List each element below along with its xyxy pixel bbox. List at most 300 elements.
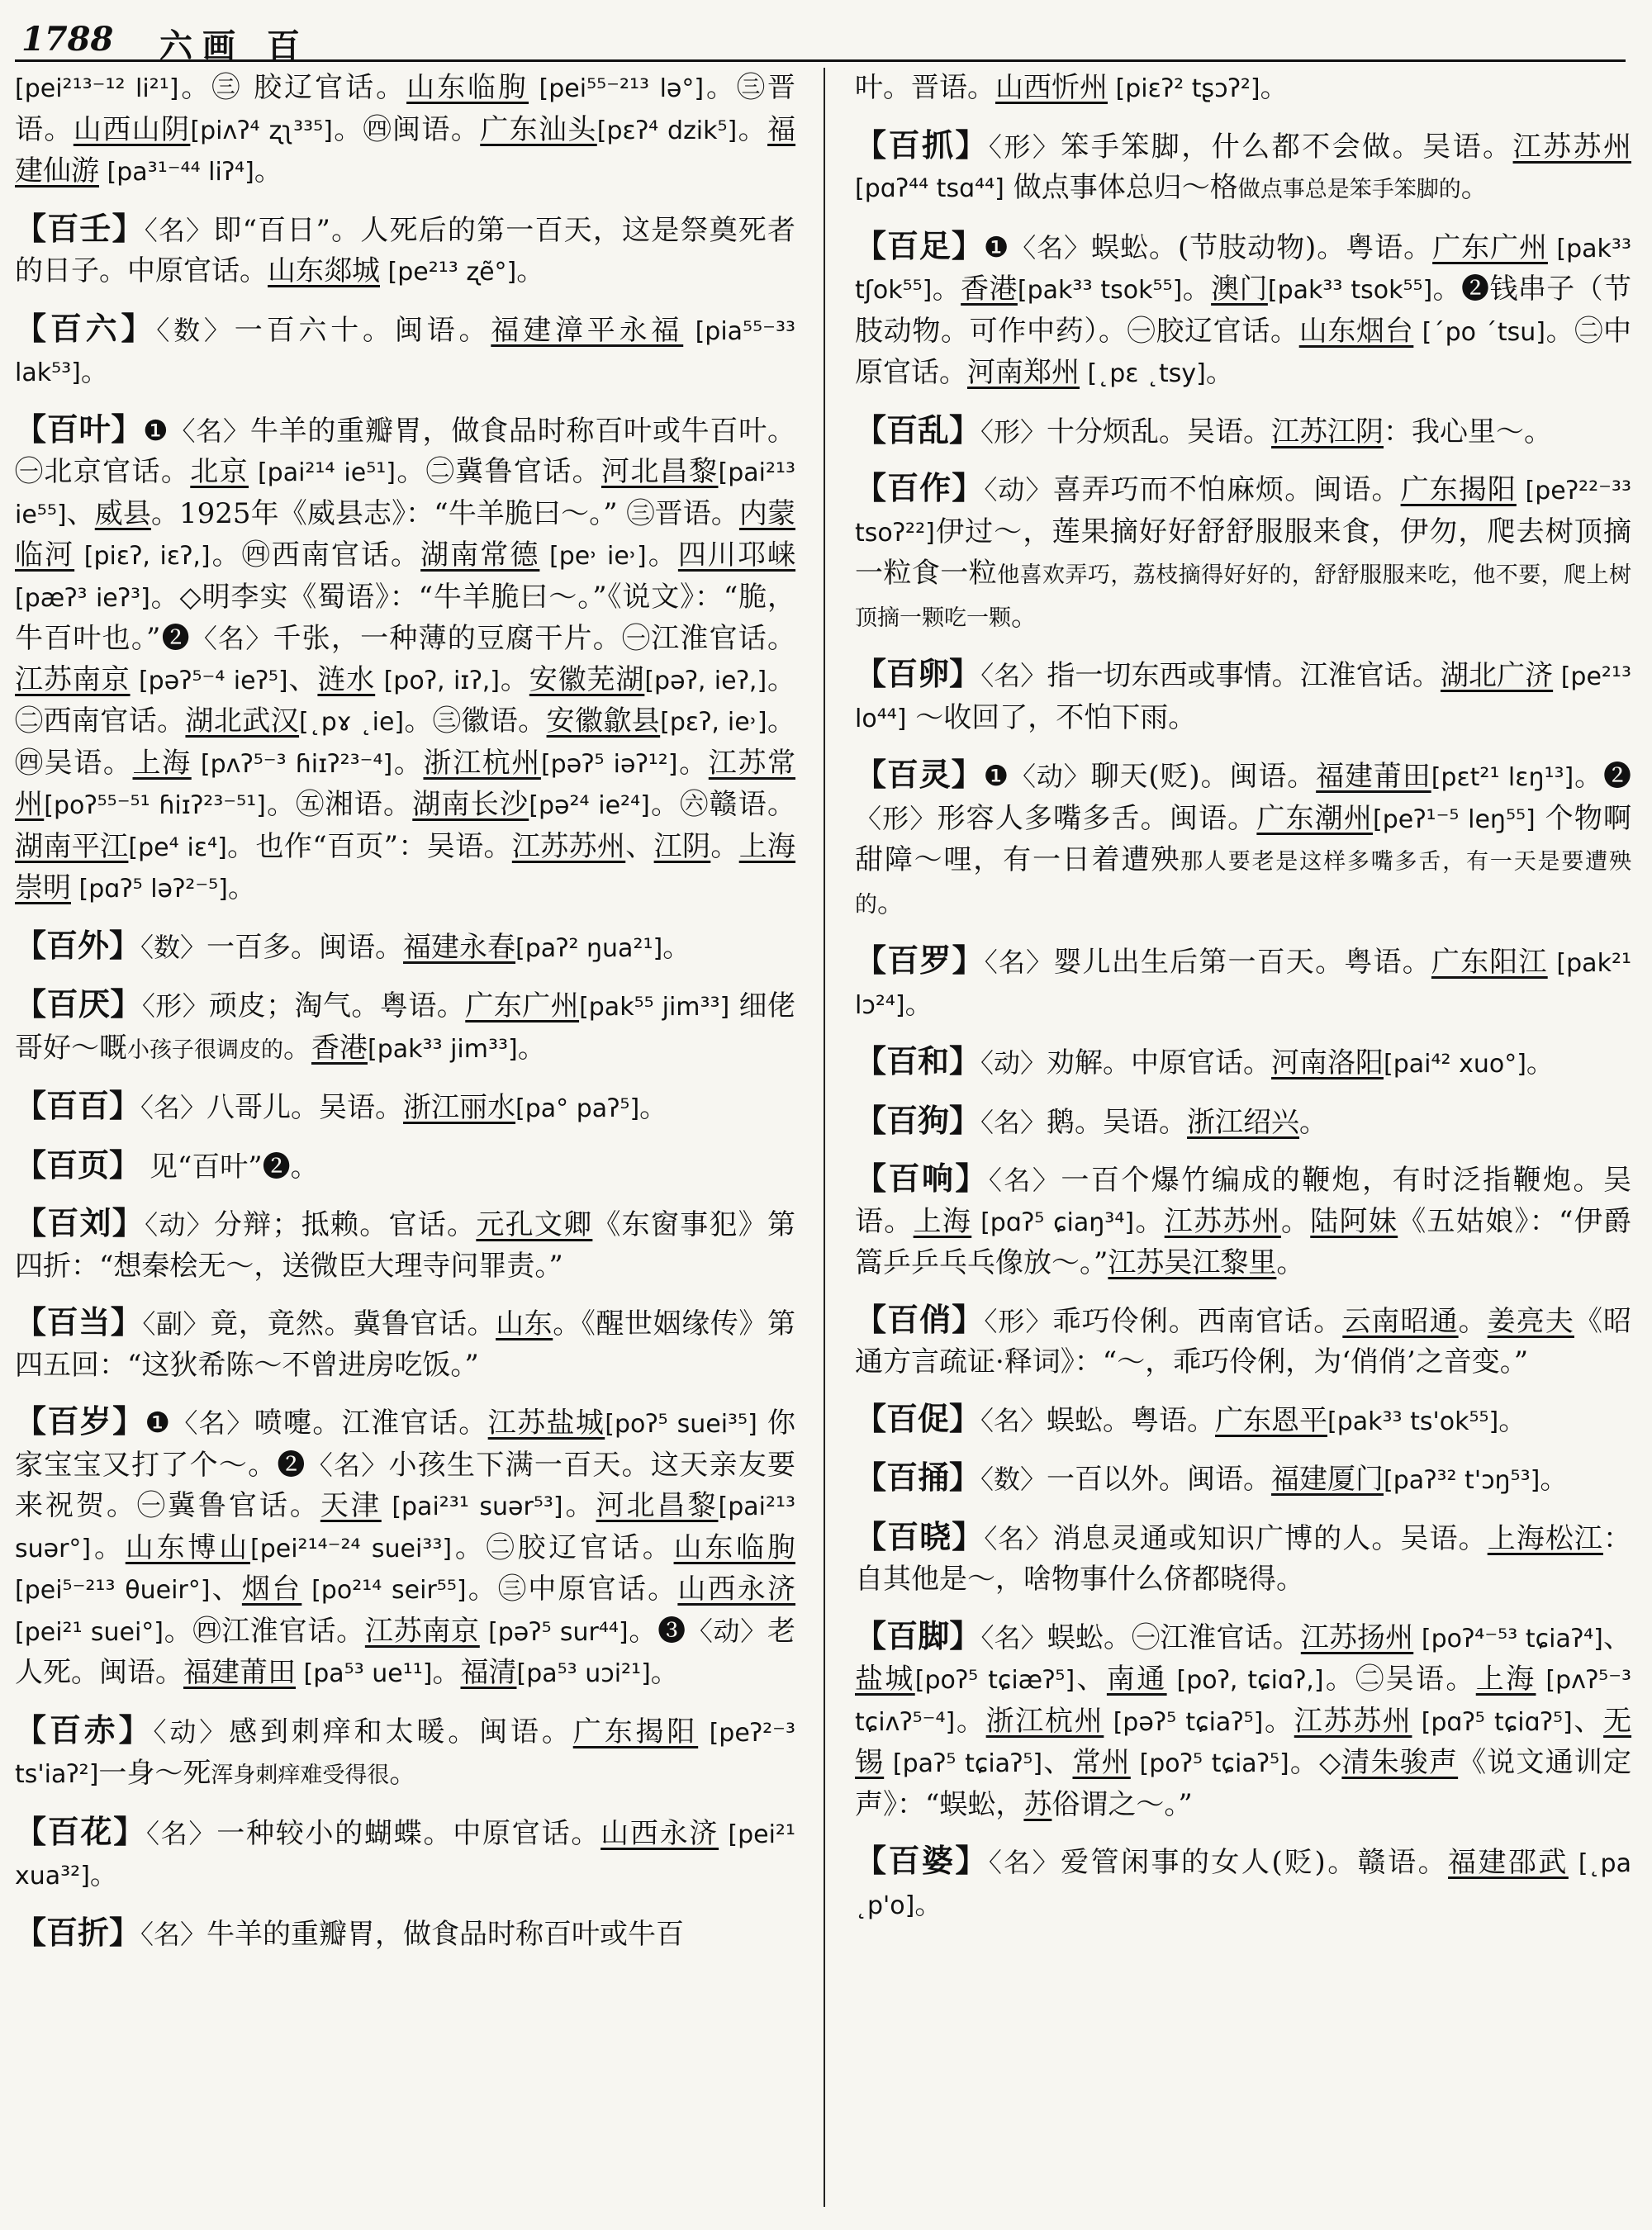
place-name: 福建漳平永福 [491, 313, 684, 347]
dictionary-entry [855, 1516, 1631, 1601]
phonetic-transcription: [pe˒ ie˒] [539, 542, 647, 571]
entry-headword: 【百俏】 [855, 1300, 985, 1338]
entry-text: 。 [283, 1031, 311, 1065]
place-name: 上海松江 [1487, 1521, 1603, 1555]
entry-text: 叶。晋语。 [855, 71, 995, 104]
entry-text: 喜弄巧而不怕麻烦。闽语。 [1052, 473, 1401, 506]
dictionary-entry [15, 208, 795, 293]
place-name: 盐城 [855, 1663, 915, 1696]
place-name: 山西永济 [677, 1573, 796, 1606]
place-name: 江苏常州 [15, 746, 796, 821]
phonetic-transcription: [pa⁵³ ue¹¹] [296, 1659, 433, 1688]
entry-text: 《说文通训定声》：“蜈蚣， [855, 1746, 1632, 1821]
entry-text: 。 [227, 871, 256, 904]
dictionary-entry [15, 1912, 795, 1956]
dictionary-entry [855, 467, 1631, 638]
part-of-speech: 〈形〉 [141, 990, 210, 1022]
entry-text: 。1925年《威县志》：“牛羊脆曰～。” ㊂晋语。 [150, 496, 739, 530]
place-name: 内蒙临河 [15, 496, 796, 572]
entry-text: 。 [904, 987, 933, 1021]
entry-text: 。㊄湘语。 [265, 788, 413, 821]
place-name: 安徽芜湖 [529, 662, 645, 696]
entry-text: 、 [1042, 1746, 1073, 1779]
entry-text: 一身～死 [98, 1757, 211, 1790]
entry-text: 蜈蚣。粤语。 [1047, 1403, 1216, 1437]
part-of-speech: 〈名〉 [146, 1817, 217, 1849]
entry-text: 。㊂晋语。 [15, 71, 796, 146]
place-name: 广东汕头 [480, 112, 597, 146]
dictionary-entry [855, 1840, 1631, 1926]
entry-headword: 【百花】 [15, 1812, 147, 1850]
phonetic-transcription: [pak³³ tʃok⁵⁵] [855, 234, 1631, 305]
part-of-speech: 〈动〉 [980, 1047, 1047, 1079]
dictionary-entry [855, 68, 1631, 110]
place-name: 广东广州 [465, 989, 580, 1022]
place-name: 福建邵武 [1448, 1846, 1569, 1879]
phonetic-transcription: [˛pɛ ˛tsy] [1080, 359, 1206, 388]
place-name: 福建厦门 [1271, 1463, 1384, 1496]
entry-text: 。 [914, 1887, 943, 1921]
entry-headword: 【百壬】 [15, 209, 145, 247]
entry-text: 劝解。中原官话。 [1047, 1046, 1272, 1079]
place-name: 浙江绍兴 [1187, 1105, 1300, 1139]
entry-headword: 【百岁】 [15, 1402, 145, 1440]
place-name: 湖北广济 [1440, 659, 1554, 692]
dictionary-entry [15, 308, 795, 394]
entry-text: 。 [1460, 171, 1489, 204]
place-name: 江苏扬州 [1300, 1620, 1414, 1654]
phonetic-transcription: [pak³³ ts'ok⁵⁵] [1327, 1407, 1499, 1436]
phonetic-transcription: [ˊpo ˊtsu] [1413, 317, 1545, 347]
entry-text: 你家宝宝又打了个～。❷ [15, 1407, 795, 1482]
entry-text: 聊天(贬)。闽语。 [1090, 760, 1317, 793]
entry-text: 。 [254, 154, 282, 187]
place-name: 湖南长沙 [412, 788, 529, 821]
place-name: 广东阳江 [1431, 946, 1548, 979]
entry-text: 蜈蚣。㊀江淮官话。 [1047, 1620, 1301, 1654]
phonetic-transcription: [pai²¹³ suər°] [15, 1492, 796, 1563]
phonetic-transcription: [poʔ⁴⁻⁵³ tɕiaʔ⁴] [1413, 1624, 1603, 1654]
place-name: 山东博山 [125, 1530, 251, 1564]
place-name: 元孔文卿 [476, 1208, 593, 1241]
phonetic-transcription: [pei²¹³⁻¹² li²¹] [15, 74, 179, 103]
phonetic-transcription: [pe²¹³ lo⁴⁴] [855, 662, 1632, 733]
place-name: 清朱骏声 [1341, 1746, 1459, 1779]
place-name: 山东烟台 [1298, 314, 1414, 348]
part-of-speech: 〈数〉 [140, 931, 207, 963]
entry-text: 。 [1134, 1204, 1165, 1238]
dictionary-entry [855, 1158, 1631, 1284]
gloss-note: 他喜欢弄巧，荔枝摘得好好的，舒舒服服来吃，他不要，爬上树顶摘一颗吃一颗 [855, 562, 1631, 631]
entry-text: ❶ [145, 1407, 172, 1440]
phonetic-transcription: [po²¹⁴ seir⁵⁵] [301, 1576, 467, 1605]
phonetic-transcription: [pak³³ tsok⁵⁵] [1017, 276, 1183, 305]
entry-text: 。 [877, 885, 905, 919]
entry-text: 。 [500, 662, 529, 696]
entry-headword: 【百卵】 [855, 655, 981, 692]
entry-text: 一百以外。闽语。 [1047, 1463, 1272, 1496]
phonetic-transcription: [pe²¹³ ʐẽ°] [380, 258, 517, 287]
entry-text: 鹅。吴语。 [1047, 1105, 1188, 1139]
place-name: 浙江丽水 [403, 1091, 516, 1124]
dictionary-entry [855, 1100, 1631, 1144]
entry-text: 。 [1299, 1105, 1328, 1139]
phonetic-transcription: [pai²¹⁴ ie⁵¹] [249, 458, 396, 487]
entry-text: 、 [66, 496, 95, 530]
part-of-speech: 〈名〉 [988, 1847, 1061, 1878]
phonetic-transcription: [piɛʔ² tʂɔʔ²] [1108, 74, 1260, 103]
entry-text: 。㊁吴语。 [1323, 1663, 1476, 1696]
place-name: 陆阿妹 [1310, 1204, 1398, 1238]
entry-text: 蜈蚣。(节肢动物)。粤语。 [1091, 230, 1433, 264]
entry-text: 一百六十。闽语。 [234, 313, 491, 347]
entry-text: 。㊁西南官话。 [15, 662, 796, 738]
entry-text: 《五姑娘》：“伊爵篙乒乒乓乓像放～。” [855, 1204, 1632, 1279]
phonetic-transcription: [pə²⁴ ie²⁴] [529, 791, 650, 820]
place-name: 云南昭通 [1342, 1304, 1459, 1338]
entry-text: 。 [517, 1031, 546, 1065]
entry-text: 顽皮；淘气。粤语。 [209, 989, 466, 1022]
part-of-speech: 〈名〉 [140, 1918, 207, 1950]
entry-text: 一百个爆竹编成的鞭炮，有时泛指鞭炮。吴语。 [855, 1164, 1631, 1238]
phonetic-transcription: [pai²³¹ suər⁵³] [381, 1492, 563, 1521]
entry-text: ❶ [983, 230, 1010, 264]
page-number: 1788 [21, 20, 114, 59]
entry-text: 。 [1205, 356, 1234, 389]
entry-text: 。 [677, 746, 709, 780]
entry-text: 。 [646, 539, 678, 572]
phonetic-transcription: [pəʔ⁵ iəʔ¹²] [540, 749, 678, 779]
entry-text: 。 [389, 1757, 418, 1790]
dictionary-entry [15, 1401, 795, 1695]
dictionary-entry [15, 1085, 795, 1130]
entry-headword: 【百刘】 [15, 1204, 145, 1241]
phonetic-transcription: [˛pa ˛p'o] [855, 1849, 1631, 1920]
entry-text: 、 [1602, 1620, 1632, 1654]
entry-text: 。㊃吴语。 [15, 705, 796, 780]
entry-text: 喷嚏。江淮官话。 [254, 1407, 488, 1440]
entry-text: 、 [210, 1573, 242, 1606]
phonetic-transcription: [pɑʔ⁵ ɕiaŋ³⁴] [971, 1208, 1135, 1237]
place-name: 香港 [961, 273, 1018, 306]
gloss-note: 做点事总是笨手笨脚的 [1237, 177, 1461, 202]
entry-text: 。 [1263, 1704, 1294, 1738]
entry-text: 。◇明李实《蜀语》：“牛羊脆曰～。”《说文》：“脆，牛百叶也。”❷ [15, 580, 796, 655]
part-of-speech: 〈名〉 [984, 1522, 1053, 1554]
entry-text: 、 [1075, 1663, 1107, 1696]
gloss-note: 浑身刺痒难受得很 [211, 1763, 390, 1788]
place-name: 湖南平江 [15, 829, 129, 863]
phonetic-transcription: [poʔ⁵⁵⁻⁵¹ ɦiɪʔ²³⁻⁵¹] [44, 791, 266, 820]
phonetic-transcription: [pai²¹³ ie⁵⁵] [15, 458, 796, 529]
place-name: 河南洛阳 [1271, 1046, 1384, 1079]
place-name: 广东广州 [1432, 230, 1548, 264]
entry-text: 。 [955, 1704, 986, 1738]
phonetic-transcription: [piʌʔ⁴ ʐʅ³³⁵] [190, 116, 333, 145]
place-name: 山东临朐 [406, 71, 529, 104]
gloss-note: 那人要老是这样多嘴多舌，有一天是要遭殃的 [855, 849, 1632, 918]
place-name: 浙江杭州 [423, 746, 541, 780]
entry-text: ：我心里～。 [1384, 415, 1553, 448]
entry-text: 。 [516, 254, 545, 287]
entry-headword: 【百罗】 [855, 942, 985, 979]
place-name: 山西山阴 [73, 112, 191, 146]
entry-headword: 【百捅】 [855, 1459, 981, 1496]
entry-text: 、 [287, 662, 318, 696]
right-column [855, 68, 1631, 1941]
entry-headword: 【百脚】 [855, 1616, 981, 1654]
entry-text: 形容人多嘴多舌。闽语。 [937, 801, 1257, 835]
phonetic-transcription: [pak²¹ lɔ²⁴] [855, 949, 1631, 1020]
entry-text: 。 [563, 1489, 596, 1522]
entry-text: 。◇ [1289, 1746, 1342, 1779]
place-name: 山东临朐 [673, 1530, 795, 1564]
entry-text: 、 [625, 829, 654, 863]
entry-headword: 【百当】 [15, 1303, 143, 1340]
dictionary-entry [15, 1145, 795, 1189]
place-name: 福清 [460, 1656, 517, 1689]
place-name: 湖南常德 [420, 539, 540, 572]
entry-headword: 【百折】 [15, 1913, 141, 1951]
part-of-speech: 〈名〉 [984, 947, 1054, 978]
phonetic-transcription: [poʔ⁵ suei³⁵] [605, 1410, 757, 1439]
entry-text: 。也作“百页”：吴语。 [226, 829, 512, 863]
entry-text: 十分烦乱。吴语。 [1047, 415, 1272, 448]
entry-text: 。㊂中原官话。 [466, 1573, 678, 1606]
phonetic-transcription: [pəʔ⁵ tɕiaʔ⁵] [1104, 1707, 1264, 1737]
place-name: 山西忻州 [995, 71, 1108, 104]
entry-text: ～收回了，不怕下雨。 [906, 700, 1197, 734]
dictionary-entry [15, 1811, 795, 1897]
entry-text: 。 [639, 1091, 668, 1124]
entry-text: ：自其他是～，啥物事什么侪都晓得。 [855, 1521, 1631, 1596]
part-of-speech: 〈动〉 [984, 474, 1053, 505]
dictionary-entry [15, 409, 795, 910]
entry-text: 。 [91, 1530, 126, 1564]
place-name: 浙江杭州 [985, 1704, 1104, 1738]
entry-text: 千张，一种薄的豆腐干片。㊀江淮官话。 [273, 622, 795, 655]
gloss-note: 小孩子很调皮的 [127, 1037, 283, 1063]
part-of-speech: 〈动〉 [1009, 761, 1091, 792]
place-name: 四川邛崃 [677, 539, 796, 572]
place-name: 安徽歙县 [546, 705, 661, 738]
phonetic-transcription: [peʔ²⁻³ ts'iaʔ²] [15, 1718, 795, 1789]
entry-headword: 【百赤】 [15, 1710, 154, 1748]
phonetic-transcription: [pa° paʔ⁵] [515, 1094, 640, 1123]
place-name: 天津 [320, 1489, 382, 1522]
entry-text: 。❷钱串子（节肢动物。可作中药）。㊀胶辽官话。 [855, 273, 1632, 348]
column-divider [824, 68, 825, 2207]
part-of-speech: 〈形〉 [855, 802, 938, 834]
entry-text: 。《醒世姻缘传》第四五回：“这狄希陈～不曾进房吃饭。” [15, 1307, 795, 1382]
entry-text: 感到刺痒和太暖。闽语。 [229, 1715, 573, 1748]
entry-text: 。 [932, 273, 961, 306]
place-name: 无锡 [855, 1704, 1632, 1779]
entry-text: 。㊂徽语。 [404, 705, 547, 738]
entry-text: 。㊅赣语。 [649, 788, 796, 821]
entry-text: 。 [80, 355, 109, 388]
entry-text: 。❸ [628, 1614, 686, 1648]
phonetic-transcription: [pa³¹⁻⁴⁴ liʔ⁴] [99, 158, 254, 187]
dictionary-entry [855, 1041, 1631, 1085]
entry-text: 细佬哥好～嘅 [15, 989, 795, 1065]
dictionary-entry [855, 1457, 1631, 1502]
phonetic-transcription: [pɑʔ⁴⁴ tsɑ⁴⁴] [855, 174, 1004, 203]
entry-text: 即“百日”。人死后的第一百天，这是祭奠死者的日子。中原官话。 [15, 213, 795, 287]
entry-text: 。 [737, 112, 768, 146]
entry-text: ❶ [983, 760, 1009, 793]
phonetic-transcription: [pʌʔ⁵⁻³ ɦiɪʔ²³⁻⁴] [191, 749, 393, 779]
entry-text: 。 [432, 1656, 461, 1689]
entry-text: 伊过～，莲果摘好好舒舒服服来食，伊勿，爬去树顶摘一粒食一粒 [855, 515, 1631, 590]
entry-headword: 【百和】 [855, 1042, 981, 1079]
place-name: 苏 [1023, 1787, 1052, 1821]
phonetic-transcription: [paʔ³² t'ɔŋ⁵³] [1384, 1466, 1540, 1495]
left-column [15, 68, 795, 1970]
phonetic-transcription: [paʔ² ŋua²¹] [515, 933, 663, 963]
entry-text: 。 [1526, 1046, 1555, 1079]
phonetic-transcription: [peʔ¹⁻⁵ leŋ⁵⁵] [1373, 804, 1536, 834]
part-of-speech: 〈动〉 [145, 1209, 214, 1241]
entry-text: 老人死。闽语。 [15, 1614, 796, 1689]
place-name: 广东揭阳 [572, 1715, 699, 1748]
entry-text: 。 [1182, 273, 1212, 306]
phonetic-transcription: [pɛt²¹ lɛŋ¹³] [1431, 763, 1574, 792]
entry-text: 。 [89, 1858, 118, 1891]
entry-text: 个物啊甜障～哩，有一日着遭殃 [855, 801, 1632, 876]
entry-text: 。㊂ 胶辽官话。 [178, 71, 407, 104]
entry-text: 婴儿出生后第一百天。粤语。 [1053, 946, 1431, 979]
phonetic-transcription: [pai⁴² xuo°] [1384, 1050, 1526, 1079]
dictionary-entry [15, 1302, 795, 1386]
phonetic-transcription: [pak⁵⁵ jim³³] [579, 993, 730, 1022]
entry-text: 《东窗事犯》第四折：“想秦桧无～，送微臣大理寺问罪责。” [15, 1208, 795, 1283]
entry-text: 一百多。闽语。 [206, 930, 404, 964]
place-name: 江苏盐城 [487, 1407, 605, 1440]
place-name: 上海崇明 [15, 829, 796, 904]
entry-headword: 【百厌】 [15, 985, 142, 1022]
entry-text: 。㊁冀鲁官话。 [395, 455, 601, 488]
entry-headword: 【百婆】 [855, 1842, 989, 1879]
entry-text: 、 [1572, 1704, 1604, 1738]
place-name: 福建莆田 [183, 1656, 296, 1689]
phonetic-transcription: [peʔ²²⁻³³ tsoʔ²²] [855, 477, 1631, 548]
entry-text: 。 [1276, 1246, 1305, 1279]
dictionary-entry [855, 940, 1631, 1026]
place-name: 广东潮州 [1256, 801, 1374, 835]
dictionary-entry [855, 125, 1631, 211]
place-name: 江苏苏州 [1164, 1204, 1281, 1238]
place-name: 江苏南京 [15, 662, 131, 696]
phonetic-transcription: [piɛʔ, iɛʔ,] [74, 542, 211, 571]
place-name: 上海 [913, 1204, 972, 1238]
entry-headword: 【百抓】 [855, 126, 989, 164]
entry-text: 。㊃西南官话。 [210, 539, 421, 572]
phonetic-transcription: [pæʔ³ ieʔ³] [15, 583, 150, 613]
part-of-speech: 〈形〉 [988, 130, 1061, 163]
part-of-speech: 〈名〉 [980, 1404, 1047, 1436]
phonetic-transcription: [pak³³ tsok⁵⁵] [1267, 276, 1433, 305]
part-of-speech: 〈名〉 [980, 1106, 1047, 1138]
entry-text: 。❷ [1574, 760, 1632, 793]
place-name: 北京 [190, 455, 249, 488]
phonetic-transcription: [pei²¹⁴⁻²⁴ suei³³] [250, 1534, 453, 1563]
place-name: 常州 [1072, 1746, 1131, 1779]
dictionary-entry [855, 754, 1631, 925]
phonetic-transcription: [pei⁵⁻²¹³ θueir°] [15, 1576, 211, 1605]
place-name: 河北昌黎 [596, 1489, 719, 1522]
entry-headword: 【百作】 [855, 469, 985, 506]
place-name: 江苏南京 [364, 1614, 480, 1648]
part-of-speech: 〈动〉 [686, 1615, 768, 1647]
entry-headword: 【百乱】 [855, 410, 981, 448]
phonetic-transcription: [pɛʔ, ie˒] [660, 708, 767, 737]
place-name: 江苏江阴 [1271, 415, 1384, 448]
phonetic-transcription: [poʔ, iɪʔ,] [375, 666, 501, 695]
page-header [15, 18, 1626, 65]
entry-text: 分辩；抵赖。官话。 [213, 1208, 477, 1241]
entry-headword: 【百灵】 [855, 756, 984, 793]
phonetic-transcription: [paʔ⁵ tɕiaʔ⁵] [884, 1749, 1043, 1778]
entry-headword: 【百百】 [15, 1087, 141, 1124]
phonetic-transcription: [pəʔ⁵ sur⁴⁴] [479, 1617, 629, 1647]
entry-headword: 【百促】 [855, 1399, 981, 1437]
dictionary-entry [855, 1398, 1631, 1443]
place-name: 福建莆田 [1316, 760, 1431, 793]
entry-headword: 【百页】 [15, 1146, 141, 1184]
place-name: 山东郯城 [268, 254, 380, 287]
entry-text: 。㊃江淮官话。 [164, 1614, 365, 1648]
phonetic-transcription: [pɑʔ⁵ tɕiɑʔ⁵] [1412, 1707, 1573, 1737]
entry-headword: 【百外】 [15, 926, 141, 964]
entry-text: 《昭通方言疏证·释词》：“～，乖巧伶俐，为‘俏俏’之音变。” [855, 1304, 1632, 1378]
entry-text: 做点事体总归～格 [1004, 171, 1238, 204]
entry-text: 。 [650, 1656, 679, 1689]
part-of-speech: 〈名〉 [1009, 231, 1092, 263]
entry-text: 八哥儿。吴语。 [206, 1091, 404, 1124]
phonetic-transcription: [pəʔ⁵⁻⁴ ieʔ⁵] [130, 666, 288, 695]
phonetic-transcription: [pəʔ, ieʔ,] [644, 666, 767, 695]
entry-text: 消息灵通或知识广博的人。吴语。 [1052, 1521, 1488, 1555]
entry-text: 。㊃闽语。 [332, 112, 481, 146]
dictionary-entry [855, 1299, 1631, 1383]
place-name: 江阴 [653, 829, 711, 863]
entry-text: 小孩生下满一百天。这天亲友要来祝贺。㊀冀鲁官话。 [15, 1448, 795, 1522]
place-name: 烟台 [241, 1573, 302, 1606]
part-of-speech: 〈形〉 [980, 415, 1047, 448]
entry-text: 指一切东西或事情。江淮官话。 [1047, 659, 1441, 692]
place-name: 广东揭阳 [1400, 473, 1517, 506]
place-name: 江苏苏州 [1294, 1704, 1412, 1738]
entry-headword: 【百足】 [855, 226, 984, 264]
phonetic-transcription: [pei⁵⁵⁻²¹³ lə°] [529, 74, 705, 103]
entry-text: 。㊁中原官话。 [855, 314, 1631, 389]
part-of-speech: 〈数〉 [980, 1464, 1047, 1495]
phonetic-transcription: [pʌʔ⁵⁻³ tɕiʌʔ⁵⁻⁴] [855, 1666, 1632, 1737]
entry-text: 。 [1260, 71, 1289, 104]
place-name: 涟水 [317, 662, 376, 696]
phonetic-transcription: [pe⁴ iɛ⁴] [128, 833, 227, 862]
dictionary-entry [15, 1203, 795, 1287]
running-title: 六画 百 [159, 26, 310, 65]
part-of-speech: 〈名〉 [169, 415, 250, 447]
part-of-speech: 〈名〉 [140, 1092, 207, 1123]
place-name: 南通 [1106, 1663, 1167, 1696]
place-name: 威县 [94, 496, 151, 530]
place-name: 福建仙游 [15, 112, 796, 187]
part-of-speech: 〈动〉 [153, 1715, 230, 1748]
dictionary-entry [15, 68, 795, 193]
